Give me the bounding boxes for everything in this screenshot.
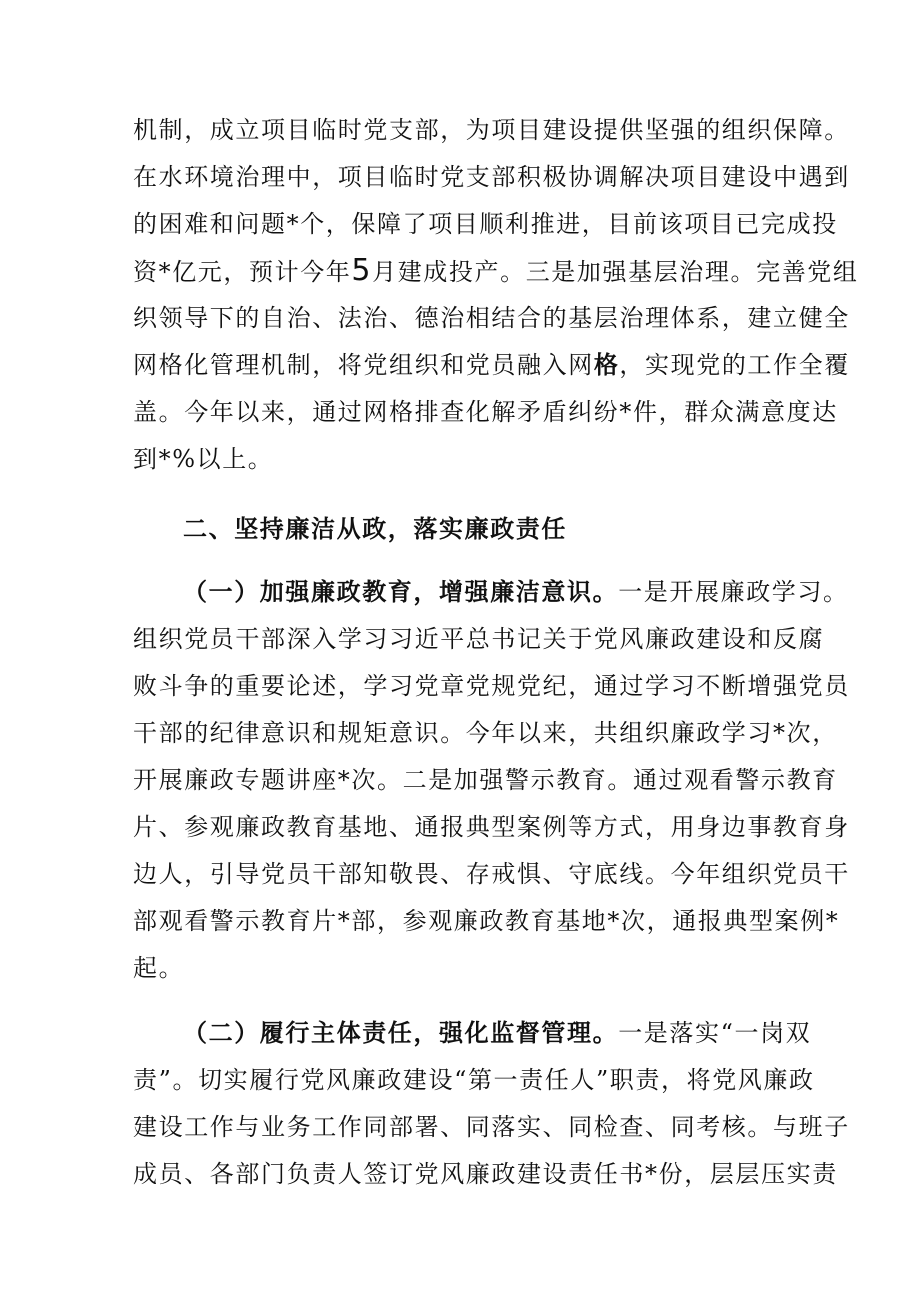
text-line: 机制，成立项目临时党支部，为项目建设提供坚强的组织保障。: [133, 116, 850, 144]
text-line: 片、参观廉政教育基地、通报典型案例等方式，用身边事教育身: [133, 813, 850, 841]
text-line: [183, 577, 849, 607]
text-line: 到*%以上。: [133, 445, 274, 473]
text-line: 责”。切实履行党风廉政建设“第一责任人”职责，将党风廉政: [133, 1066, 815, 1094]
text-line: 部观看警示教育片*部，参观廉政教育基地*次，通报典型案例*: [133, 907, 840, 935]
text-line: 在水环境治理中，项目临时党支部积极协调解决项目建设中遇到: [133, 163, 850, 191]
text-line: 的困难和问题*个，保障了项目顺利推进，目前该项目已完成投: [133, 210, 838, 238]
text-line: 败斗争的重要论述，学习党章党规党纪，通过学习不断增强党员: [133, 672, 850, 700]
text-line: 开展廉政专题讲座*次。二是加强警示教育。通过观看警示教育: [133, 766, 838, 794]
text-line: 干部的纪律意识和规矩意识。今年以来，共组织廉政学习*次，: [133, 719, 838, 747]
text-line: 织领导下的自治、法治、德治相结合的基层治理体系，建立健全: [133, 304, 850, 332]
text-line: 成员、各部门负责人签订党风廉政建设责任书*份，层层压实责: [133, 1160, 838, 1188]
text-span: ，实现党的工作全覆: [619, 351, 850, 379]
number-five: 5: [351, 253, 373, 288]
text-line: 边人，引导党员干部知敬畏、存戒惧、守底线。今年组织党员干: [133, 860, 850, 888]
text-line: 建设工作与业务工作同部署、同落实、同检查、同考核。与班子: [133, 1113, 850, 1141]
text-line: [183, 1018, 811, 1048]
section-heading: 二、坚持廉洁从政，落实廉政责任: [183, 514, 567, 543]
text-span: 一是开展廉政学习。: [618, 578, 849, 606]
text-span: 月建成投产。三是加强基层治理。完善党组: [372, 258, 859, 286]
text-span: 资*亿元，预计今年: [133, 258, 352, 286]
text-line: [133, 350, 850, 380]
text-line: 组织党员干部深入学习习近平总书记关于党风廉政建设和反腐: [133, 625, 825, 653]
text-line: [133, 253, 859, 288]
text-span: 网格化管理机制，将党组织和党员融入网: [133, 351, 594, 379]
text-line: 起。: [133, 954, 185, 982]
subsection-title: （一）加强廉政教育，增强廉洁意识。: [183, 577, 619, 606]
text-span: 一是落实“一岗双: [618, 1019, 812, 1047]
bold-char: 格: [593, 350, 620, 379]
subsection-title: （二）履行主体责任，强化监督管理。: [183, 1018, 619, 1047]
text-line: 盖。今年以来，通过网格排查化解矛盾纠纷*件，群众满意度达: [133, 398, 838, 426]
